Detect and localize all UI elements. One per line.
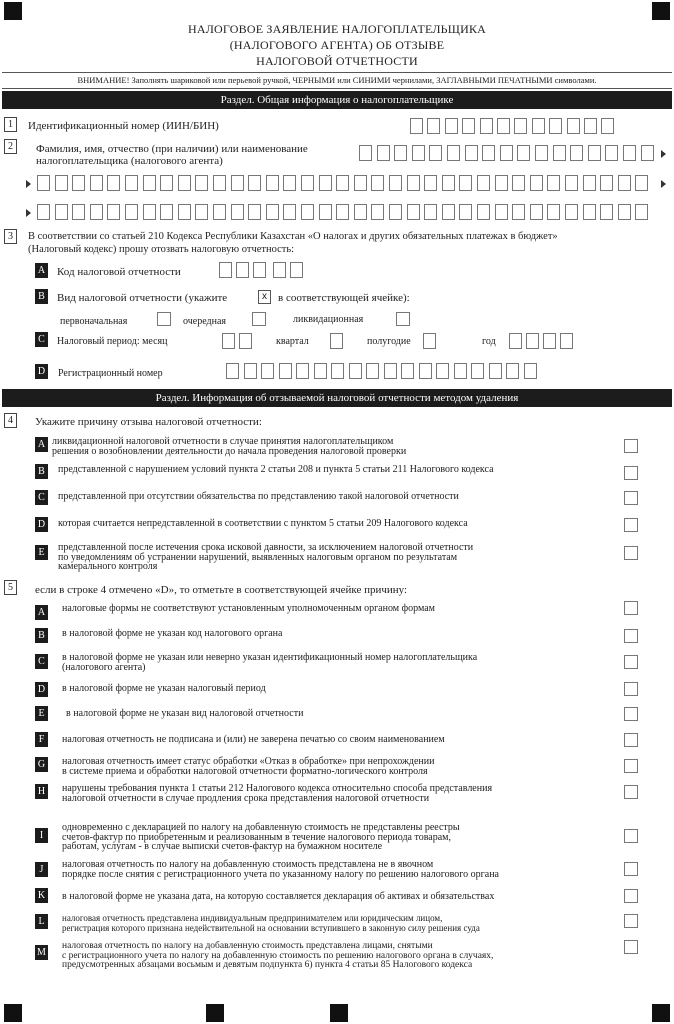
row5-letter-badge: J: [35, 862, 48, 877]
char-cell[interactable]: [547, 175, 560, 191]
char-cell[interactable]: [412, 145, 425, 161]
char-cell[interactable]: [530, 204, 543, 220]
char-cell[interactable]: [530, 175, 543, 191]
row5-reason-text: в налоговой форме не указан вид налоговой отчетности: [66, 708, 304, 719]
char-cell[interactable]: [178, 204, 191, 220]
report-type-label: Вид налоговой отчетности (укажите: [57, 292, 228, 304]
char-cell[interactable]: [570, 145, 583, 161]
row4-reason-text: представленной при отсутствии обязательства по представлению такой налоговой отчетности: [58, 491, 459, 502]
row5-reason-checkbox[interactable]: [624, 914, 638, 928]
report-code-label: Код налоговой отчетности: [57, 266, 181, 278]
char-cell[interactable]: [442, 175, 455, 191]
row5-reason-text: порядке после снятия с регистрационного учета по указанному налогу по решению налогового органа: [62, 868, 499, 880]
char-cell[interactable]: [618, 204, 631, 220]
row4-reason-checkbox[interactable]: [624, 546, 638, 560]
row-number-5: 5: [4, 580, 17, 595]
char-cell[interactable]: [462, 118, 475, 134]
char-cell[interactable]: [477, 175, 490, 191]
corner-marker-top-left: [4, 2, 22, 20]
char-cell[interactable]: [160, 175, 173, 191]
char-cell[interactable]: [219, 262, 232, 278]
char-cell[interactable]: [55, 175, 68, 191]
char-cell[interactable]: [160, 204, 173, 220]
char-cell[interactable]: [459, 175, 472, 191]
row4-letter-badge: E: [35, 545, 48, 560]
row4-reason-text: представленной с нарушением условий пункта 2 статьи 208 и пункта 5 статьи 211 Налогового кодекса: [58, 464, 494, 475]
char-cell[interactable]: [549, 118, 562, 134]
option-regular-checkbox[interactable]: [252, 312, 266, 326]
char-cell[interactable]: [427, 118, 440, 134]
char-cell[interactable]: [526, 333, 539, 349]
row5-letter-badge: B: [35, 628, 48, 643]
continue-arrow-icon: [26, 209, 31, 217]
row5-reason-text: с регистрационного учета по налогу на добавленную стоимость по решению налогового органа в случаях,: [62, 950, 494, 961]
option-initial-label: первоначальная: [60, 316, 128, 327]
row5-reason-text: одновременно с декларацией по налогу на добавленную стоимость не представлены реестры: [62, 822, 460, 833]
char-cell[interactable]: [236, 262, 249, 278]
char-cell[interactable]: [290, 262, 303, 278]
char-cell[interactable]: [273, 262, 286, 278]
char-cell[interactable]: [524, 363, 537, 379]
row5-letter-badge: L: [35, 914, 48, 929]
char-cell[interactable]: [465, 145, 478, 161]
char-cell[interactable]: [72, 204, 85, 220]
tax-period-half-year-input[interactable]: [423, 333, 436, 349]
row5-reason-checkbox[interactable]: [624, 862, 638, 876]
char-cell[interactable]: [500, 145, 513, 161]
letter-badge-3c: C: [35, 332, 48, 347]
row5-reason-text: налоговая отчетность по налогу на добавленную стоимость представлена не в явочном: [62, 859, 434, 870]
row5-reason-text: регистрация которого признана недействительной на основании вступившего в законную силу решения суда: [62, 922, 480, 933]
row4-reason-text: ликвидационной налоговой отчетности в случае принятия налогоплательщиком: [52, 436, 394, 447]
char-cell[interactable]: [600, 175, 613, 191]
letter-badge-3a: A: [35, 263, 48, 278]
char-cell[interactable]: [107, 204, 120, 220]
half-year-label: полугодие: [367, 336, 411, 347]
char-cell[interactable]: [90, 175, 103, 191]
char-cell[interactable]: [506, 363, 519, 379]
row5-reason-text: нарушены требования пункта 1 статьи 212 Налогового кодекса относительно способа представления: [62, 783, 493, 794]
char-cell[interactable]: [125, 204, 138, 220]
quarter-label: квартал: [276, 336, 309, 347]
row5-reason-text: в налоговой форме не указан налоговый период: [62, 683, 266, 694]
row5-reason-text: налоговая отчетность по налогу на добавленную стоимость представлена лицами, снятыми: [62, 941, 433, 951]
char-cell[interactable]: [584, 118, 597, 134]
char-cell[interactable]: [618, 175, 631, 191]
char-cell[interactable]: [244, 363, 257, 379]
char-cell[interactable]: [253, 262, 266, 278]
char-cell[interactable]: [553, 145, 566, 161]
row5-letter-badge: D: [35, 682, 48, 697]
row5-reason-checkbox[interactable]: [624, 759, 638, 773]
row4-letter-badge: C: [35, 490, 48, 505]
row5-reason-checkbox[interactable]: [624, 940, 638, 954]
row5-letter-badge: G: [35, 757, 48, 772]
char-cell[interactable]: [601, 118, 614, 134]
row5-letter-badge: C: [35, 654, 48, 669]
char-cell[interactable]: [600, 204, 613, 220]
char-cell[interactable]: [143, 204, 156, 220]
row5-letter-badge: M: [35, 945, 48, 960]
char-cell[interactable]: [583, 204, 596, 220]
char-cell[interactable]: [213, 175, 226, 191]
char-cell[interactable]: [514, 118, 527, 134]
char-cell[interactable]: [410, 118, 423, 134]
char-cell[interactable]: [279, 363, 292, 379]
row5-reason-text: налоговая отчетность представлена индивидуальным предпринимателем или юридическим лицом,: [62, 913, 443, 923]
char-cell[interactable]: [445, 118, 458, 134]
corner-marker-bottom-right: [652, 1004, 670, 1022]
char-cell[interactable]: [588, 145, 601, 161]
char-cell[interactable]: [195, 175, 208, 191]
char-cell[interactable]: [354, 175, 367, 191]
row5-reason-checkbox[interactable]: [624, 682, 638, 696]
row5-reason-text: в налоговой форме не указан или неверно указан идентификационный номер налогоплательщика: [62, 652, 478, 663]
corner-marker-bottom-mid-left: [206, 1004, 224, 1022]
char-cell[interactable]: [543, 333, 556, 349]
char-cell[interactable]: [623, 145, 636, 161]
row5-reason-checkbox[interactable]: [624, 707, 638, 721]
char-cell[interactable]: [535, 145, 548, 161]
form-title-line3: НАЛОГОВОЙ ОТЧЕТНОСТИ: [256, 54, 418, 68]
char-cell[interactable]: [319, 175, 332, 191]
row5-reason-text: в налоговой форме не указан код налогового органа: [62, 628, 283, 639]
char-cell[interactable]: [331, 363, 344, 379]
char-cell[interactable]: [231, 175, 244, 191]
row5-reason-text: налоговая отчетность не подписана и (или) не заверена печатью со своим наименованием: [62, 734, 445, 745]
year-label: год: [482, 336, 496, 347]
char-cell[interactable]: [371, 204, 384, 220]
char-cell[interactable]: [384, 363, 397, 379]
row5-reason-checkbox[interactable]: [624, 889, 638, 903]
row5-reason-text: в системе приема и обработки налоговой отчетности форматно-логического контроля: [62, 765, 428, 777]
char-cell[interactable]: [641, 145, 654, 161]
row4-reason-text: которая считается непредставленной в соответствии с пунктом 5 статьи 209 Налогового кодекса: [58, 518, 468, 529]
char-cell[interactable]: [424, 204, 437, 220]
char-cell[interactable]: [222, 333, 235, 349]
row-number-4: 4: [4, 413, 17, 428]
char-cell[interactable]: [532, 118, 545, 134]
form-title-line2: (НАЛОГОВОГО АГЕНТА) ОБ ОТЗЫВЕ: [229, 38, 445, 52]
char-cell[interactable]: [336, 204, 349, 220]
continue-arrow-icon: [26, 180, 31, 188]
row4-reason-checkbox[interactable]: [624, 439, 638, 453]
char-cell[interactable]: [231, 204, 244, 220]
char-cell[interactable]: [301, 175, 314, 191]
char-cell[interactable]: [72, 175, 85, 191]
char-cell[interactable]: [454, 363, 467, 379]
row5-letter-badge: I: [35, 828, 48, 843]
char-cell[interactable]: [90, 204, 103, 220]
option-initial-checkbox[interactable]: [157, 312, 171, 326]
char-cell[interactable]: [394, 145, 407, 161]
char-cell[interactable]: [143, 175, 156, 191]
continue-arrow-icon: [661, 180, 666, 188]
char-cell[interactable]: [301, 204, 314, 220]
char-cell[interactable]: [266, 204, 279, 220]
row5-letter-badge: F: [35, 732, 48, 747]
char-cell[interactable]: [560, 333, 573, 349]
char-cell[interactable]: [283, 204, 296, 220]
row5-reason-checkbox[interactable]: [624, 655, 638, 669]
char-cell[interactable]: [471, 363, 484, 379]
section-withdrawn-report-info: Раздел. Информация об отзываемой налоговой отчетности методом удаления: [2, 389, 672, 407]
row5-reason-text: работам, услугам - в случае выписки счетов-фактур на бумажном носителе: [62, 841, 383, 852]
letter-badge-3d: D: [35, 364, 48, 379]
row4-reason-text: представленной после истечения срока исковой давности, за исключением налоговой отчетности: [58, 542, 474, 553]
char-cell[interactable]: [283, 175, 296, 191]
char-cell[interactable]: [459, 204, 472, 220]
char-cell[interactable]: [429, 145, 442, 161]
row5-heading: если в строке 4 отмечено «D», то отметьте в соответствующей ячейке причину:: [35, 584, 408, 596]
char-cell[interactable]: [497, 118, 510, 134]
corner-marker-top-right: [652, 2, 670, 20]
corner-marker-bottom-mid-right: [330, 1004, 348, 1022]
char-cell[interactable]: [401, 363, 414, 379]
char-cell[interactable]: [509, 333, 522, 349]
char-cell[interactable]: [407, 175, 420, 191]
corner-marker-bottom-left: [4, 1004, 22, 1022]
char-cell[interactable]: [442, 204, 455, 220]
char-cell[interactable]: [55, 204, 68, 220]
char-cell[interactable]: [495, 175, 508, 191]
char-cell[interactable]: [605, 145, 618, 161]
row5-letter-badge: H: [35, 784, 48, 799]
char-cell[interactable]: [37, 204, 50, 220]
char-cell[interactable]: [195, 204, 208, 220]
char-cell[interactable]: [107, 175, 120, 191]
char-cell[interactable]: [213, 204, 226, 220]
char-cell[interactable]: [635, 204, 648, 220]
row4-reason-checkbox[interactable]: [624, 491, 638, 505]
row-number-2: 2: [4, 139, 17, 154]
char-cell[interactable]: [477, 204, 490, 220]
form-title-line1: НАЛОГОВОЕ ЗАЯВЛЕНИЕ НАЛОГОПЛАТЕЛЬЩИКА: [187, 22, 487, 36]
char-cell[interactable]: [314, 363, 327, 379]
char-cell[interactable]: [248, 175, 261, 191]
char-cell[interactable]: [512, 175, 525, 191]
char-cell[interactable]: [296, 363, 309, 379]
taxpayer-name-label-2: налогоплательщика (налогового агента): [36, 155, 223, 167]
char-cell[interactable]: [266, 175, 279, 191]
row5-reason-text: налоговой отчетности в случае продления срока представления налоговой отчетности: [62, 792, 430, 804]
char-cell[interactable]: [37, 175, 50, 191]
tax-period-quarter-input[interactable]: [330, 333, 343, 349]
row4-reason-text: камерального контроля: [58, 561, 158, 572]
row4-reason-checkbox[interactable]: [624, 466, 638, 480]
char-cell[interactable]: [447, 145, 460, 161]
letter-badge-3b: B: [35, 289, 48, 304]
taxpayer-name-label-1: Фамилия, имя, отчество (при наличии) или наименование: [36, 143, 308, 155]
section-general-info: Раздел. Общая информация о налогоплательщике: [2, 91, 672, 109]
row4-letter-badge: A: [35, 437, 48, 452]
char-cell[interactable]: [125, 175, 138, 191]
row-number-3: 3: [4, 229, 17, 244]
char-cell[interactable]: [377, 145, 390, 161]
char-cell[interactable]: [248, 204, 261, 220]
char-cell[interactable]: [354, 204, 367, 220]
char-cell[interactable]: [495, 204, 508, 220]
option-liquidation-checkbox[interactable]: [396, 312, 410, 326]
option-liquidation-label: ликвидационная: [293, 314, 364, 325]
report-type-label-after: в соответствующей ячейке):: [278, 292, 410, 304]
row5-reason-text: (налогового агента): [62, 661, 146, 673]
row4-reason-text: по уведомлениям об устранении нарушений, выявленных налоговым органом по результатам: [58, 551, 458, 563]
char-cell[interactable]: [389, 204, 402, 220]
char-cell[interactable]: [359, 145, 372, 161]
char-cell[interactable]: [512, 204, 525, 220]
withdraw-request-text-2: (Налоговый кодекс) прошу отозвать налоговую отчетность:: [28, 244, 295, 255]
char-cell[interactable]: [565, 175, 578, 191]
registration-number-label: Регистрационный номер: [58, 368, 163, 379]
row5-reason-text: налоговые формы не соответствуют установленным уполномоченным органом формам: [62, 603, 435, 614]
char-cell[interactable]: [239, 333, 252, 349]
char-cell[interactable]: [547, 204, 560, 220]
row4-reason-checkbox[interactable]: [624, 518, 638, 532]
char-cell[interactable]: [419, 363, 432, 379]
char-cell[interactable]: [349, 363, 362, 379]
char-cell[interactable]: [517, 145, 530, 161]
row5-reason-checkbox[interactable]: [624, 601, 638, 615]
char-cell[interactable]: [261, 363, 274, 379]
row5-reason-checkbox[interactable]: [624, 733, 638, 747]
row4-reason-text: решения о возобновлении деятельности до начала проведения налоговой проверки: [52, 445, 407, 457]
char-cell[interactable]: [366, 363, 379, 379]
row5-reason-text: налоговая отчетность имеет статус обработки «Отказ в обработке» при непрохождении: [62, 756, 435, 767]
char-cell[interactable]: [424, 175, 437, 191]
continue-arrow-icon: [661, 150, 666, 158]
row5-reason-text: счетов-фактур по приобретенным и реализованным в течение налогового периода товарам,: [62, 831, 451, 843]
char-cell[interactable]: [635, 175, 648, 191]
char-cell[interactable]: [482, 145, 495, 161]
row5-reason-text: в налоговой форме не указана дата, на которую составляется декларация об активах и обязательствах: [62, 891, 495, 902]
row5-reason-checkbox[interactable]: [624, 829, 638, 843]
char-cell[interactable]: [371, 175, 384, 191]
row5-letter-badge: A: [35, 605, 48, 620]
row5-reason-checkbox[interactable]: [624, 629, 638, 643]
char-cell[interactable]: [565, 204, 578, 220]
char-cell[interactable]: [583, 175, 596, 191]
char-cell[interactable]: [407, 204, 420, 220]
iin-bin-label: Идентификационный номер (ИИН/БИН): [28, 120, 219, 132]
withdraw-request-text-1: В соответствии со статьей 210 Кодекса Республики Казахстан «О налогах и других обязательных платежах в бюджет»: [28, 231, 558, 242]
row5-reason-checkbox[interactable]: [624, 785, 638, 799]
row5-letter-badge: E: [35, 706, 48, 721]
row4-letter-badge: B: [35, 464, 48, 479]
tax-period-label: Налоговый период: месяц: [57, 336, 168, 347]
char-cell[interactable]: [178, 175, 191, 191]
row5-letter-badge: K: [35, 888, 48, 903]
row4-letter-badge: D: [35, 517, 48, 532]
row4-heading: Укажите причину отзыва налоговой отчетности:: [35, 416, 262, 428]
char-cell[interactable]: [567, 118, 580, 134]
char-cell[interactable]: [489, 363, 502, 379]
row5-reason-text: предусмотренных абзацами восьмым и девятым подпункта 6) пункта 4 статьи 85 Налогового кодекса: [62, 960, 473, 970]
x-mark-example: x: [258, 290, 271, 304]
option-regular-label: очередная: [183, 316, 226, 327]
char-cell[interactable]: [436, 363, 449, 379]
char-cell[interactable]: [319, 204, 332, 220]
fill-notice: ВНИМАНИЕ! Заполнять шариковой или перьевой ручкой, ЧЕРНЫМИ или СИНИМИ чернилами, ЗАГЛАВНЫМИ ПЕЧАТНЫМИ символами.: [2, 72, 672, 89]
char-cell[interactable]: [336, 175, 349, 191]
row-number-1: 1: [4, 117, 17, 132]
char-cell[interactable]: [480, 118, 493, 134]
char-cell[interactable]: [226, 363, 239, 379]
char-cell[interactable]: [389, 175, 402, 191]
